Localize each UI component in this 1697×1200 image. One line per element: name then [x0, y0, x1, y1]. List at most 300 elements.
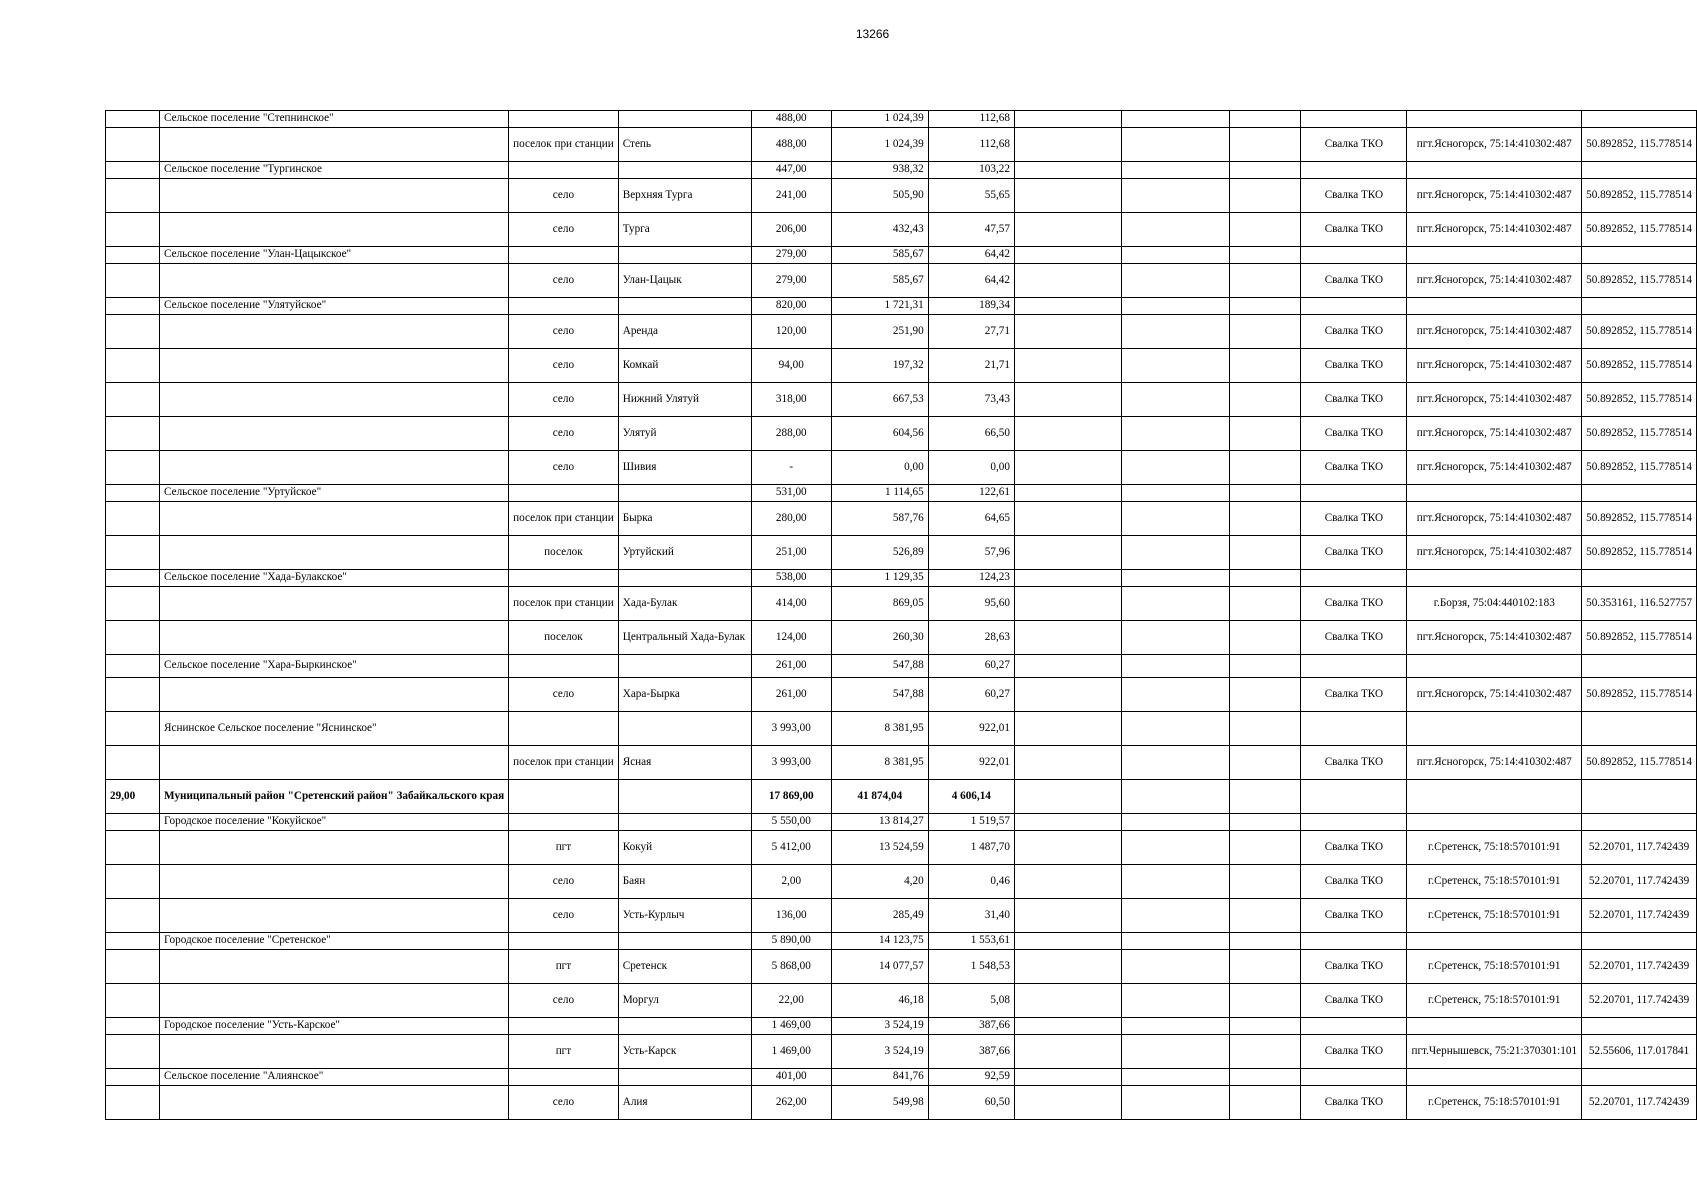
empty-cell — [1014, 247, 1121, 264]
population-cell: 318,00 — [751, 383, 831, 417]
empty-cell — [1122, 746, 1230, 780]
empty-cell — [1230, 1018, 1301, 1035]
locality-type-cell: село — [509, 383, 619, 417]
population-cell: 120,00 — [751, 315, 831, 349]
object-address-cell: г.Борзя, 75:04:440102:183 — [1407, 587, 1582, 621]
settlement-name-cell — [160, 899, 509, 933]
locality-type-cell — [509, 814, 619, 831]
disposal-object-cell: Свалка ТКО — [1301, 831, 1407, 865]
empty-cell — [1014, 485, 1121, 502]
empty-cell — [1230, 179, 1301, 213]
settlement-name-cell: Сельское поселение "Хара-Быркинское" — [160, 655, 509, 678]
population-cell: 488,00 — [751, 128, 831, 162]
mass-cell: 60,27 — [928, 678, 1014, 712]
settlement-name-cell: Сельское поселение "Тургинское — [160, 162, 509, 179]
locality-type-cell: поселок — [509, 621, 619, 655]
empty-cell — [1230, 213, 1301, 247]
coordinates-cell — [1582, 655, 1697, 678]
empty-cell — [1230, 383, 1301, 417]
locality-name-cell: Уртуйский — [618, 536, 751, 570]
row-number-cell — [106, 570, 160, 587]
empty-cell — [1014, 950, 1121, 984]
locality-type-cell — [509, 1018, 619, 1035]
empty-cell — [1122, 621, 1230, 655]
empty-cell — [1230, 349, 1301, 383]
volume-cell: 841,76 — [831, 1069, 928, 1086]
locality-name-cell — [618, 1069, 751, 1086]
volume-cell: 1 721,31 — [831, 298, 928, 315]
empty-cell — [1230, 655, 1301, 678]
coordinates-cell: 52.20701, 117.742439 — [1582, 899, 1697, 933]
population-cell: 124,00 — [751, 621, 831, 655]
empty-cell — [1230, 315, 1301, 349]
locality-name-cell: Центральный Хада-Булак — [618, 621, 751, 655]
object-address-cell: пгт.Ясногорск, 75:14:410302:487 — [1407, 536, 1582, 570]
locality-type-cell — [509, 111, 619, 128]
coordinates-cell: 50.892852, 115.778514 — [1582, 621, 1697, 655]
row-number-cell — [106, 315, 160, 349]
object-address-cell: пгт.Ясногорск, 75:14:410302:487 — [1407, 678, 1582, 712]
empty-cell — [1014, 417, 1121, 451]
empty-cell — [1014, 1035, 1121, 1069]
table-row — [106, 984, 1697, 1018]
locality-name-cell: Кокуй — [618, 831, 751, 865]
object-address-cell: г.Сретенск, 75:18:570101:91 — [1407, 899, 1582, 933]
locality-type-cell: село — [509, 349, 619, 383]
locality-name-cell: Бырка — [618, 502, 751, 536]
locality-type-cell — [509, 780, 619, 814]
population-cell: 280,00 — [751, 502, 831, 536]
empty-cell — [1014, 865, 1121, 899]
volume-cell: 251,90 — [831, 315, 928, 349]
table-row — [106, 111, 1697, 128]
coordinates-cell: 50.892852, 115.778514 — [1582, 451, 1697, 485]
empty-cell — [1014, 179, 1121, 213]
empty-cell — [1122, 1035, 1230, 1069]
mass-cell: 60,50 — [928, 1086, 1014, 1120]
empty-cell — [1014, 831, 1121, 865]
empty-cell — [1230, 485, 1301, 502]
mass-cell: 31,40 — [928, 899, 1014, 933]
population-cell: 820,00 — [751, 298, 831, 315]
locality-type-cell: село — [509, 417, 619, 451]
empty-cell — [1122, 570, 1230, 587]
row-number-cell — [106, 678, 160, 712]
empty-cell — [1230, 712, 1301, 746]
volume-cell: 8 381,95 — [831, 712, 928, 746]
volume-cell: 197,32 — [831, 349, 928, 383]
volume-cell: 14 123,75 — [831, 933, 928, 950]
locality-type-cell: пгт — [509, 1035, 619, 1069]
coordinates-cell: 52.20701, 117.742439 — [1582, 984, 1697, 1018]
mass-cell: 95,60 — [928, 587, 1014, 621]
disposal-object-cell — [1301, 111, 1407, 128]
disposal-object-cell: Свалка ТКО — [1301, 984, 1407, 1018]
locality-type-cell: село — [509, 315, 619, 349]
object-address-cell: г.Сретенск, 75:18:570101:91 — [1407, 865, 1582, 899]
empty-cell — [1122, 247, 1230, 264]
coordinates-cell: 50.892852, 115.778514 — [1582, 536, 1697, 570]
object-address-cell: пгт.Ясногорск, 75:14:410302:487 — [1407, 451, 1582, 485]
locality-type-cell: поселок — [509, 536, 619, 570]
empty-cell — [1014, 536, 1121, 570]
mass-cell: 73,43 — [928, 383, 1014, 417]
object-address-cell: г.Сретенск, 75:18:570101:91 — [1407, 984, 1582, 1018]
population-cell: 1 469,00 — [751, 1018, 831, 1035]
table-row — [106, 162, 1697, 179]
row-number-cell — [106, 865, 160, 899]
disposal-object-cell — [1301, 162, 1407, 179]
row-number-cell — [106, 984, 160, 1018]
table-row — [106, 417, 1697, 451]
disposal-object-cell: Свалка ТКО — [1301, 502, 1407, 536]
table-row — [106, 831, 1697, 865]
settlement-name-cell — [160, 213, 509, 247]
empty-cell — [1122, 984, 1230, 1018]
settlement-name-cell — [160, 264, 509, 298]
locality-type-cell: село — [509, 865, 619, 899]
mass-cell: 21,71 — [928, 349, 1014, 383]
row-number-cell — [106, 111, 160, 128]
empty-cell — [1014, 315, 1121, 349]
empty-cell — [1230, 1069, 1301, 1086]
volume-cell: 41 874,04 — [831, 780, 928, 814]
row-number-cell — [106, 1018, 160, 1035]
row-number-cell — [106, 933, 160, 950]
empty-cell — [1230, 984, 1301, 1018]
table-row — [106, 570, 1697, 587]
locality-type-cell: село — [509, 984, 619, 1018]
disposal-object-cell — [1301, 247, 1407, 264]
locality-name-cell: Нижний Улятуй — [618, 383, 751, 417]
empty-cell — [1122, 536, 1230, 570]
population-cell: 279,00 — [751, 247, 831, 264]
population-cell: 136,00 — [751, 899, 831, 933]
population-cell: 1 469,00 — [751, 1035, 831, 1069]
population-cell: 488,00 — [751, 111, 831, 128]
locality-name-cell: Турга — [618, 213, 751, 247]
locality-name-cell: Баян — [618, 865, 751, 899]
table-row — [106, 621, 1697, 655]
coordinates-cell — [1582, 780, 1697, 814]
empty-cell — [1122, 678, 1230, 712]
locality-type-cell: поселок при станции — [509, 128, 619, 162]
volume-cell: 8 381,95 — [831, 746, 928, 780]
mass-cell: 64,65 — [928, 502, 1014, 536]
locality-name-cell: Аренда — [618, 315, 751, 349]
page-number: 13266 — [855, 27, 890, 41]
disposal-object-cell: Свалка ТКО — [1301, 899, 1407, 933]
empty-cell — [1230, 264, 1301, 298]
locality-name-cell: Сретенск — [618, 950, 751, 984]
disposal-object-cell: Свалка ТКО — [1301, 264, 1407, 298]
row-number-cell — [106, 128, 160, 162]
object-address-cell: г.Сретенск, 75:18:570101:91 — [1407, 950, 1582, 984]
disposal-object-cell — [1301, 570, 1407, 587]
mass-cell: 112,68 — [928, 128, 1014, 162]
disposal-object-cell: Свалка ТКО — [1301, 587, 1407, 621]
coordinates-cell: 50.892852, 115.778514 — [1582, 678, 1697, 712]
locality-name-cell: Усть-Карск — [618, 1035, 751, 1069]
population-cell: 22,00 — [751, 984, 831, 1018]
coordinates-cell: 50.892852, 115.778514 — [1582, 349, 1697, 383]
table-row — [106, 264, 1697, 298]
locality-type-cell: село — [509, 899, 619, 933]
volume-cell: 14 077,57 — [831, 950, 928, 984]
empty-cell — [1122, 865, 1230, 899]
coordinates-cell: 52.20701, 117.742439 — [1582, 831, 1697, 865]
empty-cell — [1014, 570, 1121, 587]
locality-type-cell: поселок при станции — [509, 746, 619, 780]
disposal-object-cell — [1301, 814, 1407, 831]
disposal-object-cell — [1301, 780, 1407, 814]
table-row — [106, 128, 1697, 162]
locality-type-cell: пгт — [509, 831, 619, 865]
empty-cell — [1122, 587, 1230, 621]
table-row — [106, 587, 1697, 621]
mass-cell: 57,96 — [928, 536, 1014, 570]
mass-cell: 0,46 — [928, 865, 1014, 899]
empty-cell — [1230, 678, 1301, 712]
row-number-cell — [106, 1086, 160, 1120]
empty-cell — [1014, 1018, 1121, 1035]
empty-cell — [1230, 162, 1301, 179]
row-number-cell — [106, 712, 160, 746]
volume-cell: 547,88 — [831, 678, 928, 712]
object-address-cell: пгт.Ясногорск, 75:14:410302:487 — [1407, 264, 1582, 298]
mass-cell: 5,08 — [928, 984, 1014, 1018]
empty-cell — [1122, 264, 1230, 298]
locality-name-cell: Шивия — [618, 451, 751, 485]
locality-type-cell — [509, 933, 619, 950]
object-address-cell: пгт.Ясногорск, 75:14:410302:487 — [1407, 213, 1582, 247]
empty-cell — [1230, 1086, 1301, 1120]
locality-type-cell: поселок при станции — [509, 587, 619, 621]
settlement-name-cell — [160, 865, 509, 899]
empty-cell — [1230, 621, 1301, 655]
settlement-name-cell — [160, 128, 509, 162]
empty-cell — [1122, 417, 1230, 451]
empty-cell — [1014, 814, 1121, 831]
locality-type-cell: село — [509, 264, 619, 298]
table-row — [106, 712, 1697, 746]
volume-cell: 585,67 — [831, 264, 928, 298]
disposal-object-cell: Свалка ТКО — [1301, 213, 1407, 247]
empty-cell — [1230, 587, 1301, 621]
empty-cell — [1122, 655, 1230, 678]
disposal-object-cell: Свалка ТКО — [1301, 950, 1407, 984]
locality-name-cell: Улан-Цацык — [618, 264, 751, 298]
settlement-name-cell — [160, 746, 509, 780]
volume-cell: 1 024,39 — [831, 128, 928, 162]
empty-cell — [1014, 162, 1121, 179]
coordinates-cell — [1582, 298, 1697, 315]
volume-cell: 1 024,39 — [831, 111, 928, 128]
coordinates-cell: 50.892852, 115.778514 — [1582, 128, 1697, 162]
empty-cell — [1014, 655, 1121, 678]
empty-cell — [1230, 831, 1301, 865]
object-address-cell: пгт.Ясногорск, 75:14:410302:487 — [1407, 417, 1582, 451]
empty-cell — [1122, 213, 1230, 247]
volume-cell: 4,20 — [831, 865, 928, 899]
empty-cell — [1122, 712, 1230, 746]
mass-cell: 1 487,70 — [928, 831, 1014, 865]
row-number-cell — [106, 451, 160, 485]
population-cell: 3 993,00 — [751, 712, 831, 746]
table-row — [106, 746, 1697, 780]
population-cell: 2,00 — [751, 865, 831, 899]
settlement-name-cell — [160, 587, 509, 621]
volume-cell: 938,32 — [831, 162, 928, 179]
mass-cell: 122,61 — [928, 485, 1014, 502]
mass-cell: 387,66 — [928, 1035, 1014, 1069]
empty-cell — [1122, 1018, 1230, 1035]
settlement-name-cell: Сельское поселение "Степнинское" — [160, 111, 509, 128]
locality-name-cell — [618, 298, 751, 315]
row-number-cell — [106, 536, 160, 570]
empty-cell — [1014, 264, 1121, 298]
population-cell: 279,00 — [751, 264, 831, 298]
table-row — [106, 1035, 1697, 1069]
register-table — [105, 110, 1697, 1120]
empty-cell — [1230, 451, 1301, 485]
coordinates-cell — [1582, 712, 1697, 746]
object-address-cell: пгт.Ясногорск, 75:14:410302:487 — [1407, 621, 1582, 655]
locality-name-cell — [618, 247, 751, 264]
empty-cell — [1014, 984, 1121, 1018]
volume-cell: 13 524,59 — [831, 831, 928, 865]
settlement-name-cell: Сельское поселение "Улан-Цацыкское" — [160, 247, 509, 264]
row-number-cell — [106, 746, 160, 780]
locality-type-cell: село — [509, 678, 619, 712]
volume-cell: 549,98 — [831, 1086, 928, 1120]
mass-cell: 922,01 — [928, 712, 1014, 746]
object-address-cell — [1407, 485, 1582, 502]
empty-cell — [1122, 950, 1230, 984]
volume-cell: 587,76 — [831, 502, 928, 536]
empty-cell — [1230, 865, 1301, 899]
locality-type-cell — [509, 712, 619, 746]
locality-type-cell: село — [509, 179, 619, 213]
empty-cell — [1122, 780, 1230, 814]
volume-cell: 260,30 — [831, 621, 928, 655]
disposal-object-cell — [1301, 298, 1407, 315]
register-table-body — [106, 111, 1697, 1120]
volume-cell: 46,18 — [831, 984, 928, 1018]
empty-cell — [1122, 814, 1230, 831]
object-address-cell — [1407, 1018, 1582, 1035]
locality-name-cell — [618, 814, 751, 831]
empty-cell — [1230, 417, 1301, 451]
settlement-name-cell — [160, 621, 509, 655]
volume-cell: 1 129,35 — [831, 570, 928, 587]
locality-name-cell — [618, 111, 751, 128]
row-number-cell — [106, 485, 160, 502]
empty-cell — [1230, 247, 1301, 264]
mass-cell: 60,27 — [928, 655, 1014, 678]
volume-cell: 547,88 — [831, 655, 928, 678]
coordinates-cell — [1582, 570, 1697, 587]
table-row — [106, 1086, 1697, 1120]
empty-cell — [1122, 933, 1230, 950]
empty-cell — [1014, 621, 1121, 655]
mass-cell: 189,34 — [928, 298, 1014, 315]
settlement-name-cell: Сельское поселение "Алиянское" — [160, 1069, 509, 1086]
locality-name-cell — [618, 933, 751, 950]
settlement-name-cell — [160, 831, 509, 865]
disposal-object-cell: Свалка ТКО — [1301, 315, 1407, 349]
locality-type-cell: село — [509, 451, 619, 485]
empty-cell — [1014, 712, 1121, 746]
volume-cell: 505,90 — [831, 179, 928, 213]
locality-type-cell — [509, 162, 619, 179]
locality-type-cell — [509, 298, 619, 315]
mass-cell: 922,01 — [928, 746, 1014, 780]
settlement-name-cell: Яснинское Сельское поселение "Яснинское" — [160, 712, 509, 746]
empty-cell — [1230, 950, 1301, 984]
empty-cell — [1014, 298, 1121, 315]
volume-cell: 13 814,27 — [831, 814, 928, 831]
settlement-name-cell — [160, 315, 509, 349]
empty-cell — [1230, 502, 1301, 536]
object-address-cell — [1407, 570, 1582, 587]
empty-cell — [1014, 1069, 1121, 1086]
row-number-cell — [106, 213, 160, 247]
empty-cell — [1014, 678, 1121, 712]
empty-cell — [1122, 315, 1230, 349]
object-address-cell: пгт.Чернышевск, 75:21:370301:101 — [1407, 1035, 1582, 1069]
object-address-cell — [1407, 655, 1582, 678]
disposal-object-cell — [1301, 712, 1407, 746]
mass-cell: 64,42 — [928, 247, 1014, 264]
coordinates-cell — [1582, 247, 1697, 264]
coordinates-cell: 50.892852, 115.778514 — [1582, 315, 1697, 349]
coordinates-cell: 50.892852, 115.778514 — [1582, 383, 1697, 417]
population-cell: 414,00 — [751, 587, 831, 621]
coordinates-cell: 52.20701, 117.742439 — [1582, 865, 1697, 899]
empty-cell — [1014, 349, 1121, 383]
disposal-object-cell: Свалка ТКО — [1301, 451, 1407, 485]
population-cell: 288,00 — [751, 417, 831, 451]
coordinates-cell: 50.892852, 115.778514 — [1582, 417, 1697, 451]
coordinates-cell — [1582, 111, 1697, 128]
mass-cell: 1 553,61 — [928, 933, 1014, 950]
locality-name-cell: Улятуй — [618, 417, 751, 451]
table-row — [106, 383, 1697, 417]
locality-type-cell — [509, 655, 619, 678]
locality-name-cell: Хада-Булак — [618, 587, 751, 621]
row-number-cell — [106, 162, 160, 179]
disposal-object-cell: Свалка ТКО — [1301, 746, 1407, 780]
settlement-name-cell: Сельское поселение "Уртуйское" — [160, 485, 509, 502]
locality-type-cell — [509, 247, 619, 264]
object-address-cell — [1407, 111, 1582, 128]
disposal-object-cell: Свалка ТКО — [1301, 621, 1407, 655]
population-cell: 5 550,00 — [751, 814, 831, 831]
locality-type-cell: поселок при станции — [509, 502, 619, 536]
empty-cell — [1122, 502, 1230, 536]
empty-cell — [1230, 933, 1301, 950]
locality-name-cell — [618, 780, 751, 814]
object-address-cell: пгт.Ясногорск, 75:14:410302:487 — [1407, 179, 1582, 213]
disposal-object-cell — [1301, 1069, 1407, 1086]
mass-cell: 64,42 — [928, 264, 1014, 298]
empty-cell — [1230, 899, 1301, 933]
volume-cell: 432,43 — [831, 213, 928, 247]
row-number-cell — [106, 814, 160, 831]
table-row — [106, 451, 1697, 485]
volume-cell: 285,49 — [831, 899, 928, 933]
